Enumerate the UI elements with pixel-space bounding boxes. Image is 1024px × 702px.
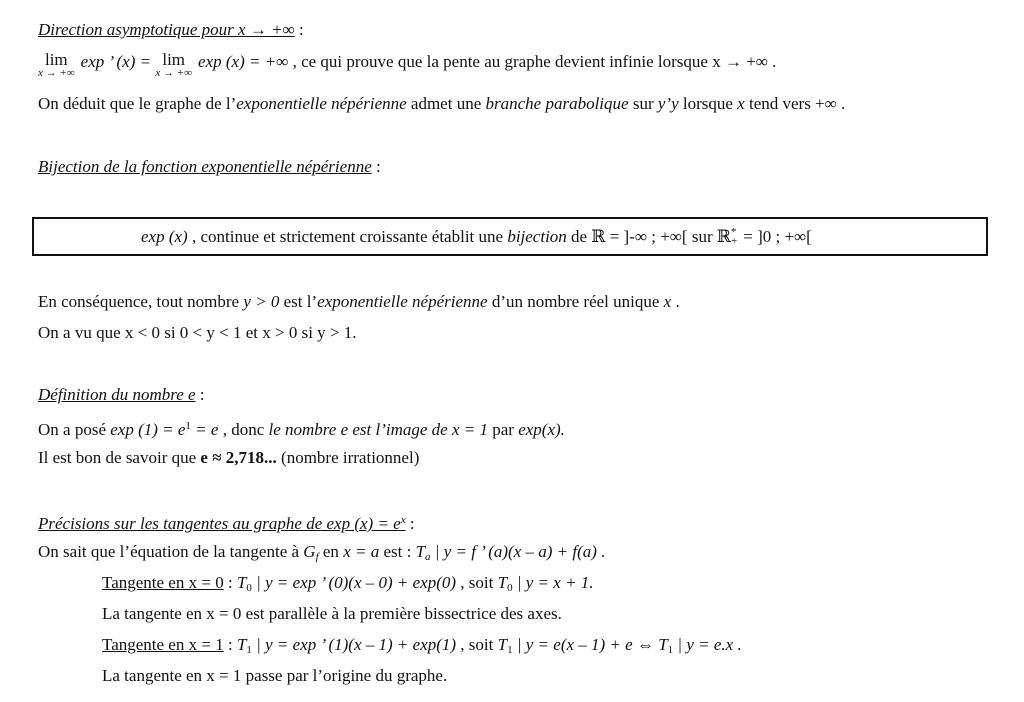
tangent-symbol: T [236,573,247,592]
limit-explanation: , ce qui prouve que la pente au graphe devient infinie lorsque x → +∞ . [288,52,777,71]
text: est : [379,542,416,561]
var-x: x [737,94,745,113]
text: : [223,573,237,592]
image-statement: le nombre e est l’image de x = 1 [268,420,488,439]
tangent-one-result: | y = e(x – 1) + e ⇔ [512,635,659,654]
term-parabolic-branch: branche parabolique [485,94,629,113]
tangent-symbol: T [415,542,426,561]
text: de ℝ = ]-∞ ; +∞[ sur ℝ [566,227,731,246]
subscript: a [425,551,431,563]
limit-operator-1 [38,52,75,79]
text: , soit [456,635,498,654]
section-bijection-title [38,157,381,177]
tangent-symbol: T [497,573,508,592]
text: On a posé [38,420,111,439]
var-y: y > 0 [243,292,280,311]
text: en [318,542,344,561]
text: En conséquence, tout nombre [38,292,244,311]
text: , donc [218,420,269,439]
tangent-one-formula: | y = exp ’ (1)(x – 1) + exp(1) [251,635,457,654]
limit-line [38,52,776,79]
text: = ]0 ; +∞[ [739,227,812,246]
term-exponential: exponentielle népérienne [317,292,488,311]
tangent-symbol: T [658,635,668,654]
subscript: 1 [507,644,513,656]
heading-colon: : [294,20,304,39]
text: . [671,292,680,311]
subscript: 1 [246,644,252,656]
text: sur [628,94,658,113]
heading-colon: : [405,514,415,533]
text: tend vers +∞ . [744,94,846,113]
asymptotic-heading: Direction asymptotique pour x → +∞ [38,20,295,39]
bijection-statement [141,227,812,247]
tangent-one-simplified: | y = e.x . [673,635,742,654]
term-bijection: bijection [507,227,567,246]
rplus-star-marks [731,228,739,246]
subscript: 0 [507,582,513,594]
plus-mark: + [731,235,738,247]
text: lorsque [678,94,738,113]
graph-symbol: G [303,542,316,561]
lim-word: lim [44,50,68,69]
exp-term: exp (x) [141,227,188,246]
subscript: 1 [667,644,674,656]
var-x: x [663,292,672,311]
e-approx: e ≈ 2,718... [200,448,277,467]
text: , soit [456,573,498,592]
section-definition-title [38,385,205,405]
tangent-zero-label: Tangente en x = 0 [102,573,224,592]
tangent-equation-line [38,542,605,567]
lim-subscript: x → +∞ [155,67,193,79]
term-yy: y’y [657,94,679,113]
exp-one: exp (1) = e [110,420,186,439]
tangent-symbol: T [236,635,247,654]
text: = e [190,420,219,439]
term-exponential: exponentielle népérienne [236,94,407,113]
subscript: f [315,551,319,563]
tangent-zero-formula: | y = exp ’ (0)(x – 0) + exp(0) [251,573,457,592]
section-tangents-title [38,510,415,534]
limit-operator-2 [155,52,192,79]
tangent-zero-parallel [102,604,562,624]
exp-x: exp(x). [518,420,565,439]
subscript: 0 [246,582,252,594]
tangent-one-line [102,635,742,660]
tangent-zero-result: | y = x + 1. [512,573,594,592]
section-asymptotic-title [38,20,304,40]
text: est l’ [279,292,318,311]
text: par [488,420,519,439]
tangent-zero-line [102,573,594,598]
lim-subscript: x → +∞ [38,67,75,79]
deduce-line [38,94,845,114]
superscript: x [400,514,406,526]
text: : [223,635,237,654]
definition-heading: Définition du nombre e [38,385,196,404]
text: Il est bon de savoir que [38,448,201,467]
text: admet une [406,94,486,113]
tangents-heading [38,514,406,533]
posed-line [38,416,565,440]
text: , continue et strictement croissante établit une [187,227,508,246]
lim-word: lim [162,50,186,69]
tangents-heading-text: Précisions sur les tangentes au graphe de exp (x) = e [38,514,401,533]
tangent-symbol: T [497,635,508,654]
tangent-formula: | y = f ’ (a)(x – a) + f(a) . [430,542,606,561]
tangent-one-origin [102,666,447,686]
star-mark: * [731,226,737,238]
approx-line [38,448,419,468]
superscript: 1 [185,420,191,432]
consequence-line [38,292,680,312]
text: (nombre irrationnel) [276,448,420,467]
derivative-expression: exp ’ (x) = [80,52,156,71]
text: On a vu que x < 0 si 0 < y < 1 et x > 0 si y > 1. [38,323,357,342]
heading-colon: : [371,157,381,176]
x-equals-a: x = a [343,542,380,561]
text: d’un nombre réel unique [487,292,664,311]
tangent-one-label: Tangente en x = 1 [102,635,224,654]
text: On déduit que le graphe de l’ [38,94,237,113]
bijection-heading: Bijection de la fonction exponentielle népérienne [38,157,372,176]
heading-colon: : [195,385,205,404]
text: On sait que l’équation de la tangente à [38,542,304,561]
text: La tangente en x = 1 passe par l’origine du graphe. [102,666,448,685]
bijection-box [32,217,988,256]
seen-line [38,323,357,343]
exp-limit-expression: exp (x) = +∞ [198,52,289,71]
text: La tangente en x = 0 est parallèle à la première bissectrice des axes. [102,604,562,623]
